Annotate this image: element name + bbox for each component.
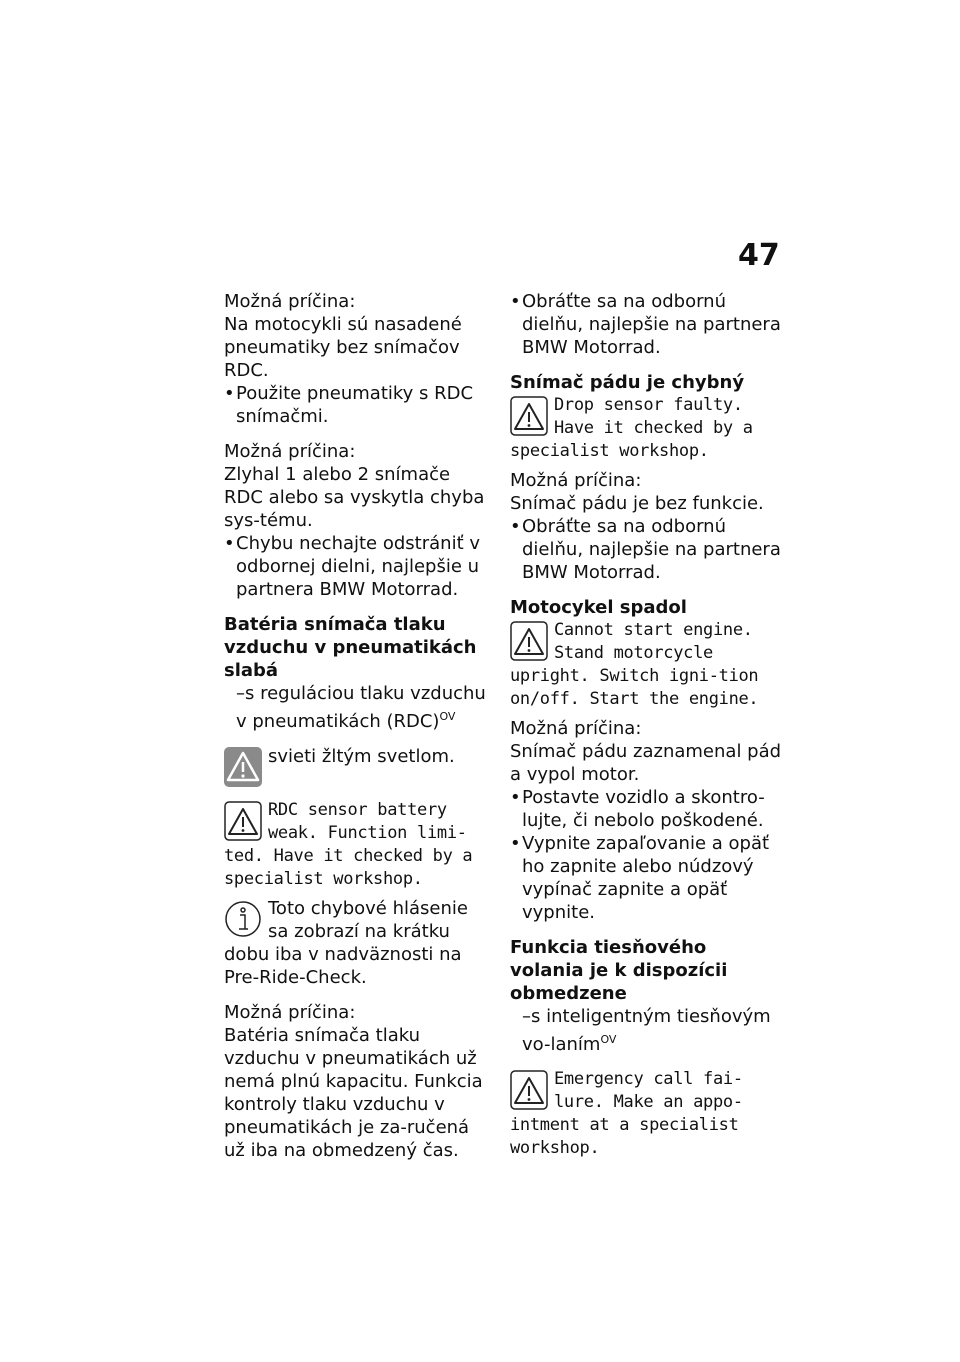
section-heading: Motocykel spadol xyxy=(510,597,687,618)
cause-label: Možná príčina: xyxy=(510,470,642,491)
action-bullet: • Vypnite zapaľovanie a opäť ho zapnite alebo núdzový vypínač zapnite a opäť vypnite. xyxy=(510,832,785,924)
info-note xyxy=(224,897,494,989)
warning-triangle-icon xyxy=(510,621,548,661)
cause-label: Možná príčina: xyxy=(224,291,356,312)
equipment-note xyxy=(224,682,494,733)
info-text: Toto chybové hlásenie sa zobrazí na krátku dobu iba v nadväznosti na Pre-Ride-Check. xyxy=(224,898,468,988)
left-column xyxy=(224,290,494,1162)
cause-text: Snímač pádu je bez funkcie. xyxy=(510,493,764,514)
display-message: Emergency call fai-lure. Make an appo-intment at a specialist workshop. xyxy=(510,1069,743,1158)
cause-label: Možná príčina: xyxy=(224,1002,356,1023)
display-message-block xyxy=(224,799,494,891)
cause-text: Na motocykli sú nasadené pneumatiky bez snímačov RDC. xyxy=(224,314,462,381)
action-bullet: • Použite pneumatiky s RDC snímačmi. xyxy=(224,382,494,428)
display-message: Drop sensor faulty. Have it checked by a specialist workshop. xyxy=(510,395,753,461)
action-bullet: • Obráťte sa na odbornú dielňu, najlepšie na partnera BMW Motorrad. xyxy=(510,515,785,584)
display-message-block xyxy=(510,394,785,463)
action-bullet: • Chybu nechajte odstrániť v odbornej dielni, najlepšie u partnera BMW Motorrad. xyxy=(224,532,494,601)
warning-light-row xyxy=(224,745,494,787)
section-heading: Batéria snímača tlaku vzduchu v pneumatikách slabá xyxy=(224,614,477,681)
cause-text: Zlyhal 1 alebo 2 snímače RDC alebo sa vyskytla chyba sys-tému. xyxy=(224,464,485,531)
cause-text: Snímač pádu zaznamenal pád a vypol motor. xyxy=(510,741,782,785)
display-message-block xyxy=(510,1068,785,1160)
warning-triangle-icon xyxy=(224,801,262,841)
cause-label: Možná príčina: xyxy=(224,441,356,462)
equipment-note xyxy=(510,1005,785,1056)
display-message: RDC sensor battery weak. Function limi-ted. Have it checked by a specialist workshop. xyxy=(224,800,473,889)
display-message-block xyxy=(510,619,785,711)
warning-triangle-icon xyxy=(510,1070,548,1110)
warning-light-icon xyxy=(224,747,262,787)
cause-text: Batéria snímača tlaku vzduchu v pneumatikách už nemá plnú kapacitu. Funkcia kontroly tlaku vzduchu v pneumatikách je za-ručená už iba na obmedzený čas. xyxy=(224,1025,483,1161)
right-column xyxy=(510,290,785,1160)
action-bullet: • Postavte vozidlo a skontro-lujte, či nebolo poškodené. xyxy=(510,786,785,832)
optional-marker: OV xyxy=(600,1033,617,1046)
cause-label: Možná príčina: xyxy=(510,718,642,739)
light-text: svieti žltým svetlom. xyxy=(268,746,455,767)
equipment-text: –s inteligentným tiesňovým vo-laním xyxy=(522,1006,771,1055)
page-number: 47 xyxy=(738,238,780,273)
section-heading: Funkcia tiesňového volania je k dispozícii obmedzene xyxy=(510,937,728,1004)
optional-marker: OV xyxy=(439,710,456,723)
action-bullet: • Obráťte sa na odbornú dielňu, najlepšie na partnera BMW Motorrad. xyxy=(510,290,785,359)
equipment-text: –s reguláciou tlaku vzduchu v pneumatikách (RDC) xyxy=(236,683,486,732)
info-icon xyxy=(224,899,262,939)
warning-triangle-icon xyxy=(510,396,548,436)
display-message: Cannot start engine. Stand motorcycle upright. Switch igni-tion on/off. Start the engine. xyxy=(510,620,759,709)
section-heading: Snímač pádu je chybný xyxy=(510,372,745,393)
